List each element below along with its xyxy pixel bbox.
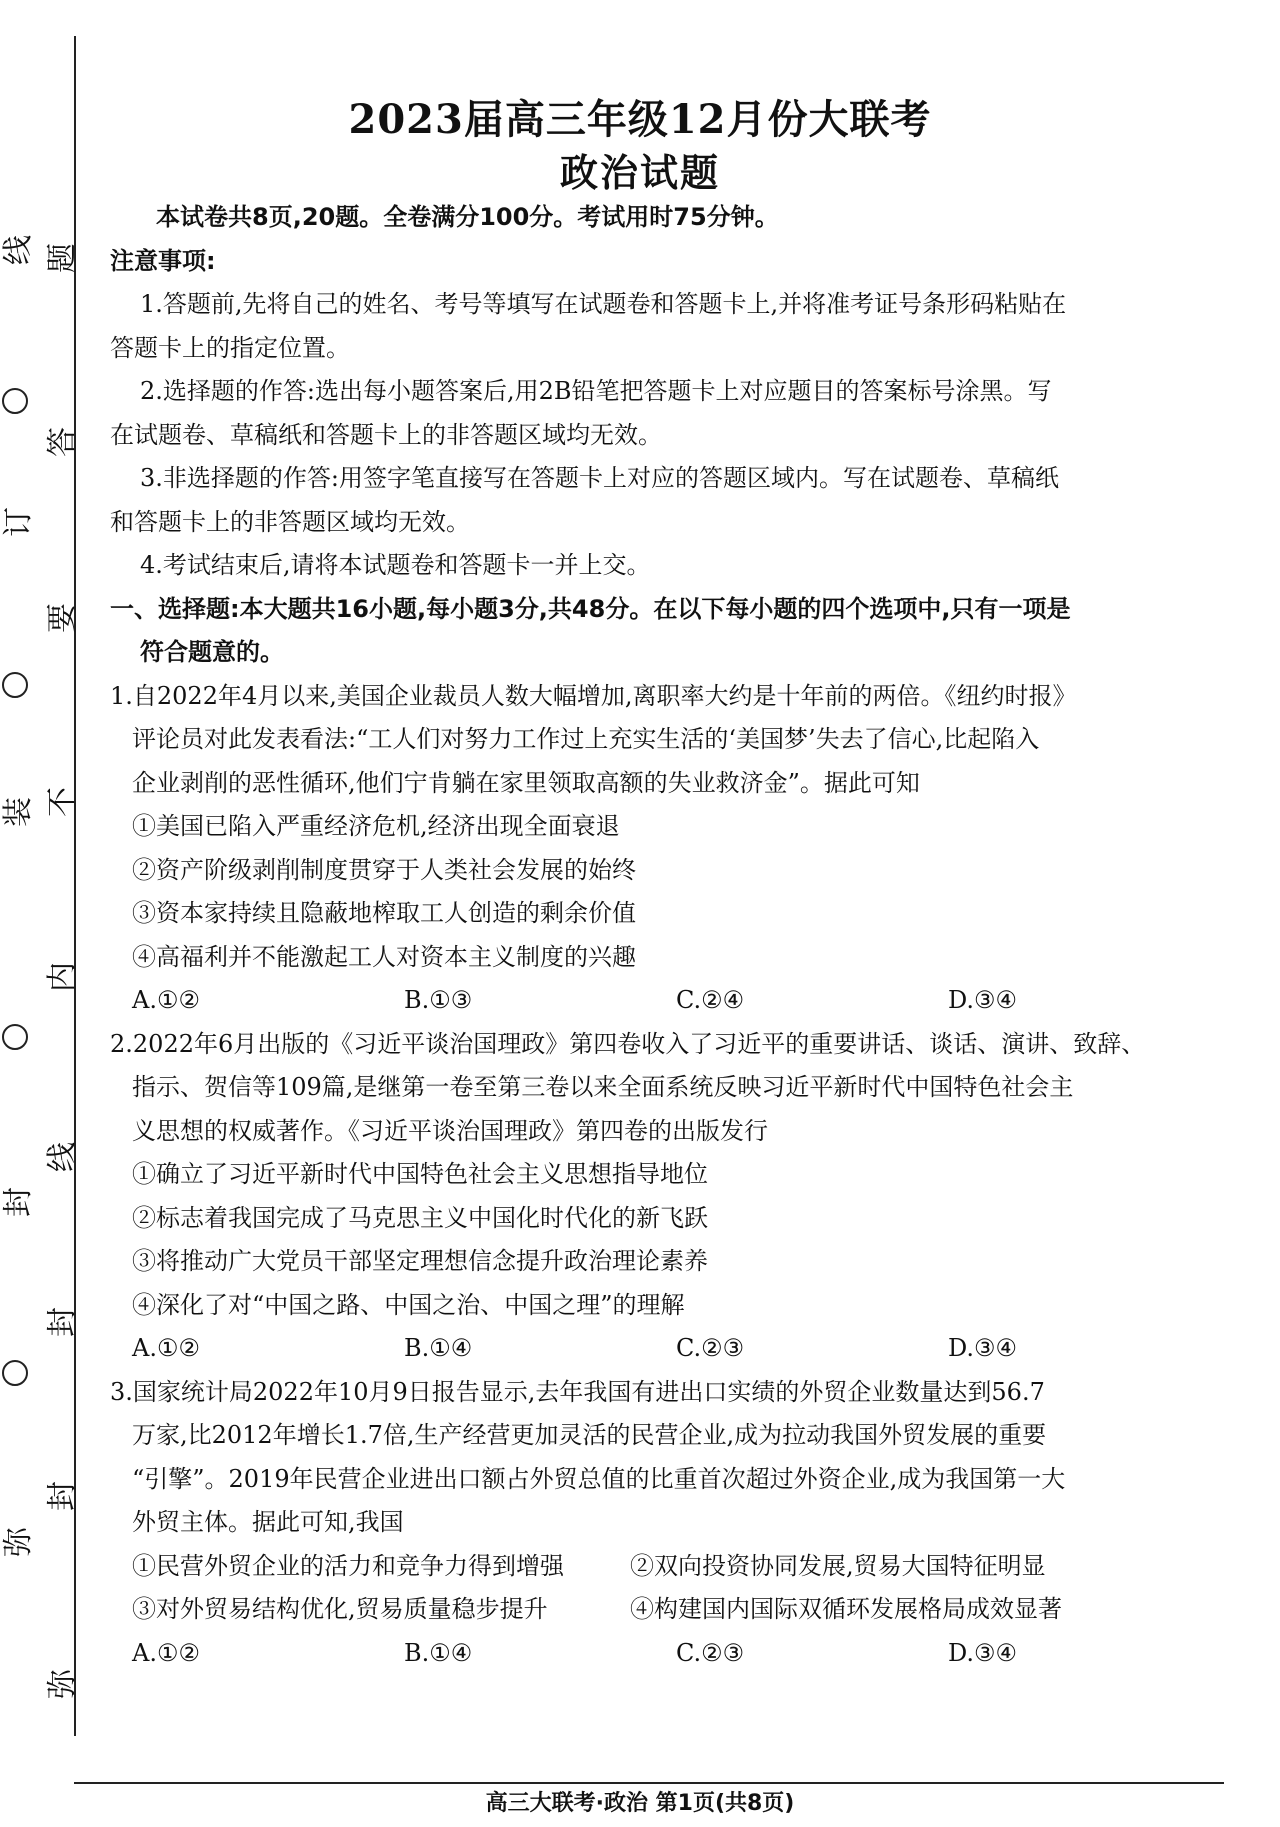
question-2 <box>110 1023 1220 1371</box>
binding-char: 封 <box>45 1307 80 1337</box>
question-1 <box>110 675 1220 1023</box>
question-item-pair <box>110 1588 1220 1632</box>
binding-char: 答 <box>45 427 80 457</box>
binding-char: 封 <box>45 1481 80 1511</box>
notes-heading: 注意事项: <box>110 246 216 275</box>
question-item: ③对外贸易结构优化,贸易质量稳步提升 <box>132 1595 548 1623</box>
option-a[interactable]: A.①② <box>132 1334 200 1362</box>
notes-line: 答题卡上的指定位置。 <box>110 333 350 362</box>
answer-options <box>110 979 1220 1023</box>
question-item: ④高福利并不能激起工人对资本主义制度的兴趣 <box>132 942 636 971</box>
option-a[interactable]: A.①② <box>132 986 200 1014</box>
option-b[interactable]: B.①④ <box>404 1638 473 1667</box>
question-item: ①民营外贸企业的活力和竞争力得到增强 <box>132 1551 564 1580</box>
answer-options <box>110 1327 1220 1371</box>
binding-char: 不 <box>45 787 80 817</box>
question-stem: 评论员对此发表看法:“工人们对努力工作过上充实生活的‘美国梦’失去了信心,比起陷入 <box>132 725 1040 753</box>
question-item: ①确立了习近平新时代中国特色社会主义思想指导地位 <box>132 1160 708 1188</box>
footer-divider <box>74 1782 1224 1784</box>
exam-title: 2023届高三年级12月份大联考 <box>348 96 932 143</box>
question-item-pair <box>110 1545 1220 1589</box>
answer-options <box>110 1632 1220 1676</box>
question-item: ④深化了对“中国之路、中国之治、中国之理”的理解 <box>132 1290 685 1319</box>
option-b[interactable]: B.①③ <box>404 986 473 1014</box>
question-stem: 指示、贺信等109篇,是继第一卷至第三卷以来全面系统反映习近平新时代中国特色社会主 <box>132 1073 1074 1101</box>
notes-line: 和答题卡上的非答题区域均无效。 <box>110 507 470 536</box>
question-stem: 3.国家统计局2022年10月9日报告显示,去年我国有进出口实绩的外贸企业数量达到56.7 <box>110 1377 1045 1406</box>
option-c[interactable]: C.②③ <box>676 1334 745 1362</box>
question-stem: “引擎”。2019年民营企业进出口额占外贸总值的比重首次超过外资企业,成为我国第一大 <box>132 1464 1066 1493</box>
question-stem: 2.2022年6月出版的《习近平谈治国理政》第四卷收入了习近平的重要讲话、谈话、演讲、致辞、 <box>110 1029 1146 1058</box>
binding-char: 装 <box>1 797 36 827</box>
question-item: ②资产阶级剥削制度贯穿于人类社会发展的始终 <box>132 855 636 884</box>
notes-line: 2.选择题的作答:选出每小题答案后,用2B铅笔把答题卡上对应题目的答案标号涂黑。写 <box>140 377 1052 405</box>
notes-line: 4.考试结束后,请将本试题卷和答题卡一并上交。 <box>140 551 651 579</box>
question-item: ③资本家持续且隐蔽地榨取工人创造的剩余价值 <box>132 899 636 927</box>
binding-char: 订 <box>1 507 36 537</box>
binding-char: 弥 <box>1 1527 36 1557</box>
question-stem: 企业剥削的恶性循环,他们宁肯躺在家里领取高额的失业救济金”。据此可知 <box>132 768 920 797</box>
question-stem: 万家,比2012年增长1.7倍,生产经营更加灵活的民营企业,成为拉动我国外贸发展的重要 <box>132 1421 1047 1449</box>
binding-char: 弥 <box>45 1669 80 1699</box>
binding-char: 内 <box>45 962 80 992</box>
binding-circle <box>2 1024 28 1050</box>
question-3 <box>110 1371 1220 1676</box>
option-d[interactable]: D.③④ <box>948 1638 1018 1667</box>
exam-subject: 政治试题 <box>559 150 720 195</box>
option-c[interactable]: C.②④ <box>676 986 745 1014</box>
option-c[interactable]: C.②③ <box>676 1638 745 1667</box>
binding-char: 线 <box>1 235 36 265</box>
notes-line: 1.答题前,先将自己的姓名、考号等填写在试题卷和答题卡上,并将准考证号条形码粘贴在 <box>140 290 1067 318</box>
option-d[interactable]: D.③④ <box>948 1334 1018 1362</box>
section-heading: 一、选择题:本大题共16小题,每小题3分,共48分。在以下每小题的四个选项中,只有一项是 <box>110 594 1071 623</box>
exam-info: 本试卷共8页,20题。全卷满分100分。考试用时75分钟。 <box>156 203 779 231</box>
binding-circle <box>2 388 28 414</box>
option-b[interactable]: B.①④ <box>404 1334 473 1362</box>
binding-char: 题 <box>45 243 80 273</box>
exam-content <box>110 196 1220 1675</box>
question-item: ①美国已陷入严重经济危机,经济出现全面衰退 <box>132 812 620 840</box>
question-item: ③将推动广大党员干部坚定理想信念提升政治理论素养 <box>132 1247 708 1275</box>
option-d[interactable]: D.③④ <box>948 986 1018 1014</box>
notes-line: 3.非选择题的作答:用签字笔直接写在答题卡上对应的答题区域内。写在试题卷、草稿纸 <box>140 464 1059 492</box>
question-stem: 1.自2022年4月以来,美国企业裁员人数大幅增加,离职率大约是十年前的两倍。《纽约时报》 <box>110 681 1077 710</box>
binding-circle <box>2 1360 28 1386</box>
page-footer: 高三大联考·政治 第1页(共8页) <box>485 1791 795 1816</box>
binding-char: 封 <box>1 1187 36 1217</box>
binding-char: 线 <box>45 1142 80 1172</box>
question-stem: 义思想的权威著作。《习近平谈治国理政》第四卷的出版发行 <box>132 1116 768 1145</box>
question-item: ②双向投资协同发展,贸易大国特征明显 <box>630 1551 1046 1580</box>
option-a[interactable]: A.①② <box>132 1638 200 1667</box>
section-heading-cont: 符合题意的。 <box>140 638 284 666</box>
binding-char: 要 <box>45 603 80 633</box>
notes-line: 在试题卷、草稿纸和答题卡上的非答题区域均无效。 <box>110 420 662 449</box>
question-stem: 外贸主体。据此可知,我国 <box>132 1508 404 1536</box>
binding-circle <box>2 672 28 698</box>
question-item: ②标志着我国完成了马克思主义中国化时代化的新飞跃 <box>132 1203 708 1232</box>
question-item: ④构建国内国际双循环发展格局成效显著 <box>630 1595 1062 1623</box>
